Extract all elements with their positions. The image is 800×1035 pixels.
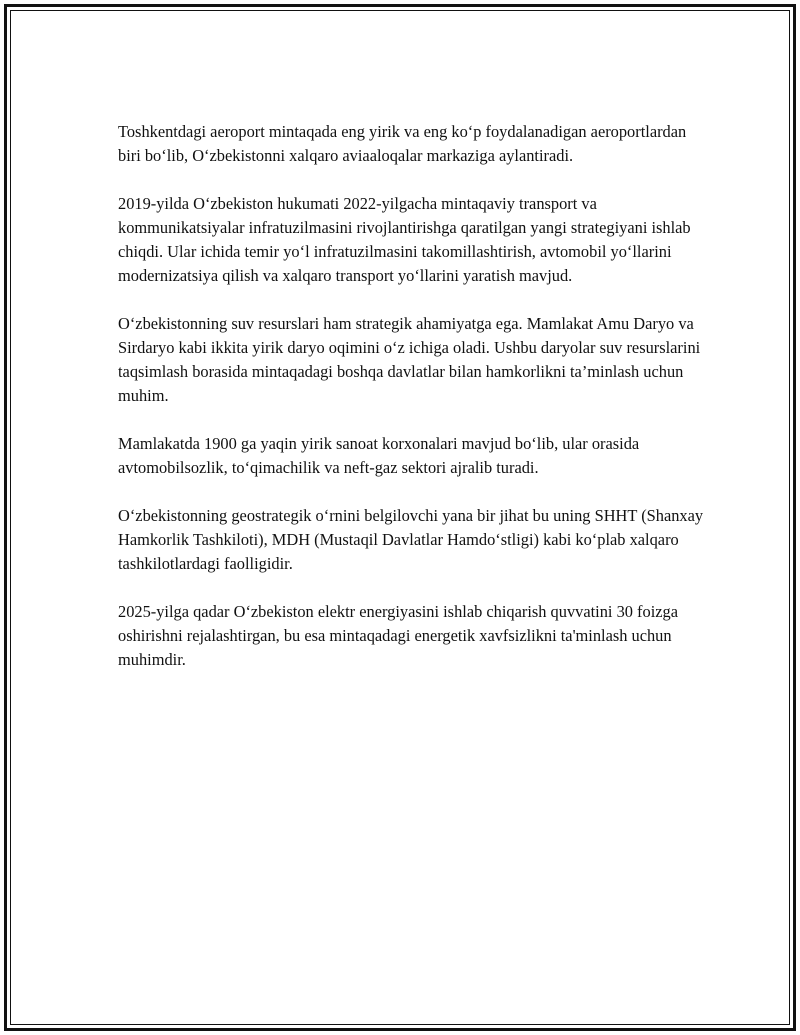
paragraph-transport-strategy: 2019-yilda O‘zbekiston hukumati 2022-yilgacha mintaqaviy transport va kommunikatsiyalar infratuzilmasini rivojlantirishga qaratilgan yangi strategiyani ishlab chiqdi. Ular ichida temir yo‘l infratuzilmasini takomillashtirish, avtomobil yo‘llarini modernizatsiya qilish va xalqaro transport yo‘llarini yaratish mavjud. <box>118 194 691 285</box>
paragraph-industry: Mamlakatda 1900 ga yaqin yirik sanoat korxonalari mavjud bo‘lib, ular orasida avtomobilsozlik, to‘qimachilik va neft-gaz sektori ajralib turadi. <box>118 434 640 477</box>
paragraph-international-organizations: O‘zbekistonning geostrategik o‘rnini belgilovchi yana bir jihat bu uning SHHT (Shanxay Hamkorlik Tashkiloti), MDH (Mustaqil Davlatlar Hamdo‘stligi) kabi ko‘plab xalqaro tashkilotlardagi faolligidir. <box>118 506 704 573</box>
paragraph-water-resources: O‘zbekistonning suv resurslari ham strategik ahamiyatga ega. Mamlakat Amu Daryo va Sirdaryo kabi ikkita yirik daryo oqimini o‘z ichiga oladi. Ushbu daryolar suv resurslarini taqsimlash borasida mintaqadagi boshqa davlatlar bilan hamkorlikni ta’minlash uchun muhim. <box>118 314 701 405</box>
paragraph-airport: Toshkentdagi aeroport mintaqada eng yirik va eng ko‘p foydalanadigan aeroportlardan biri bo‘lib, O‘zbekistonni xalqaro aviaaloqalar markaziga aylantiradi. <box>118 122 687 165</box>
paragraph-energy-plan: 2025-yilga qadar O‘zbekiston elektr energiyasini ishlab chiqarish quvvatini 30 foizga oshirishni rejalashtirgan, bu esa mintaqadagi energetik xavfsizlikni ta'minlash uchun muhimdir. <box>118 602 679 669</box>
document-page <box>4 4 796 1031</box>
document-body <box>118 120 708 696</box>
